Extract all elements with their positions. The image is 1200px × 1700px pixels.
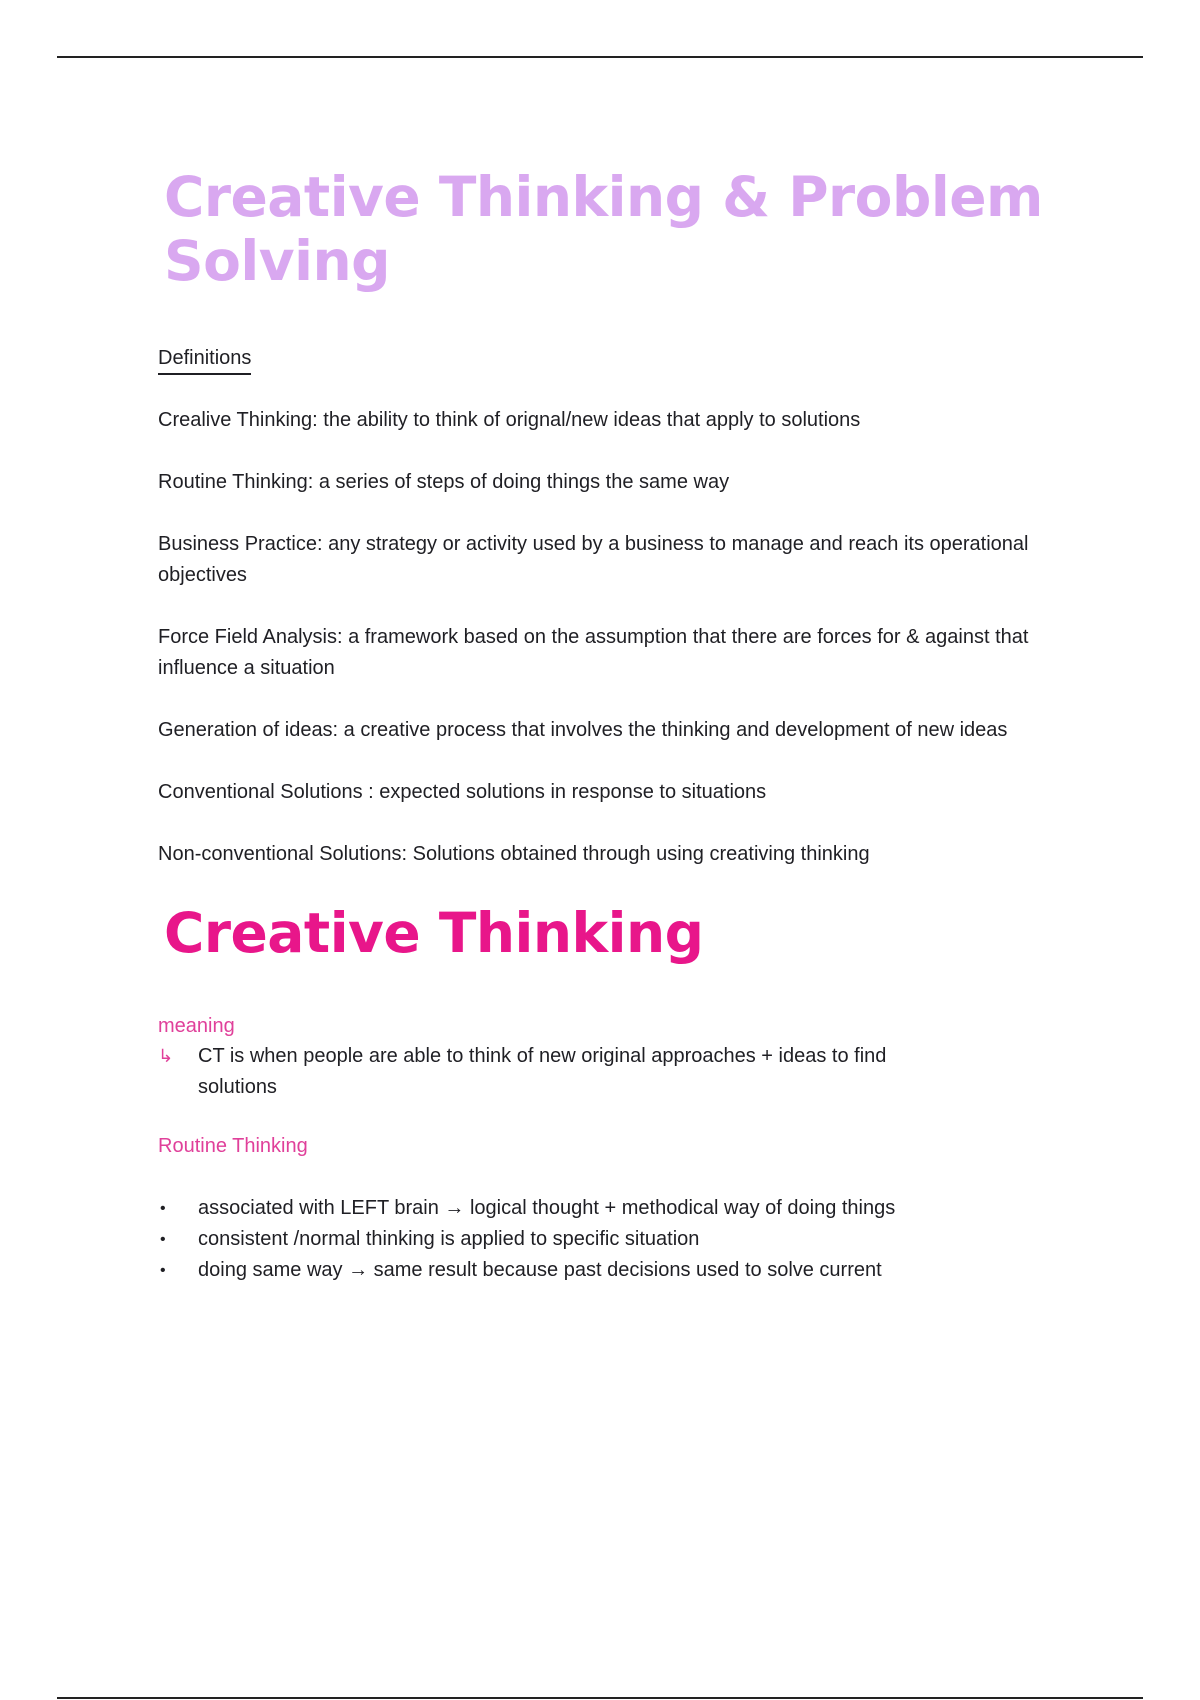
bottom-rule bbox=[57, 1697, 1143, 1699]
definition-item: Routine Thinking: a series of steps of doing things the same way bbox=[158, 471, 730, 493]
meaning-label: meaning bbox=[158, 1015, 235, 1037]
meaning-row bbox=[158, 1041, 1058, 1103]
definition-item: Non-conventional Solutions: Solutions obtained through using creativing thinking bbox=[158, 843, 870, 865]
section-title-creative-thinking: Creative Thinking bbox=[164, 901, 704, 965]
definition-item: Conventional Solutions : expected solutions in response to situations bbox=[158, 781, 767, 803]
routine-thinking-list bbox=[158, 1193, 1058, 1286]
routine-thinking-label: Routine Thinking bbox=[158, 1135, 308, 1157]
bullet-icon: • bbox=[160, 1200, 166, 1217]
list-item-text: doing same way → same result because past decisions used to solve current bbox=[198, 1259, 882, 1281]
bullet-icon: • bbox=[160, 1262, 166, 1279]
return-arrow-icon: ↳ bbox=[158, 1046, 174, 1066]
definition-item: Generation of ideas: a creative process that involves the thinking and development of new ideas bbox=[158, 719, 1008, 741]
list-item-text: associated with LEFT brain → logical thought + methodical way of doing things bbox=[198, 1197, 896, 1219]
document-body bbox=[158, 165, 1058, 1286]
list-item bbox=[158, 1193, 1058, 1224]
page-title: Creative Thinking & Problem Solving bbox=[164, 165, 1043, 293]
list-item bbox=[158, 1224, 1058, 1255]
definitions-label: Definitions bbox=[158, 345, 251, 375]
definitions-list bbox=[158, 405, 1058, 870]
list-item-text: consistent /normal thinking is applied to specific situation bbox=[198, 1228, 700, 1250]
definition-item: Business Practice: any strategy or activity used by a business to manage and reach its operational objectives bbox=[158, 533, 1029, 586]
definition-item: Crealive Thinking: the ability to think of orignal/new ideas that apply to solutions bbox=[158, 409, 861, 431]
meaning-text: CT is when people are able to think of new original approaches + ideas to find solutions bbox=[198, 1045, 887, 1098]
list-item bbox=[158, 1255, 1058, 1286]
definition-item: Force Field Analysis: a framework based on the assumption that there are forces for & against that influence a situation bbox=[158, 626, 1029, 679]
bullet-icon: • bbox=[160, 1231, 166, 1248]
top-rule bbox=[57, 56, 1143, 58]
